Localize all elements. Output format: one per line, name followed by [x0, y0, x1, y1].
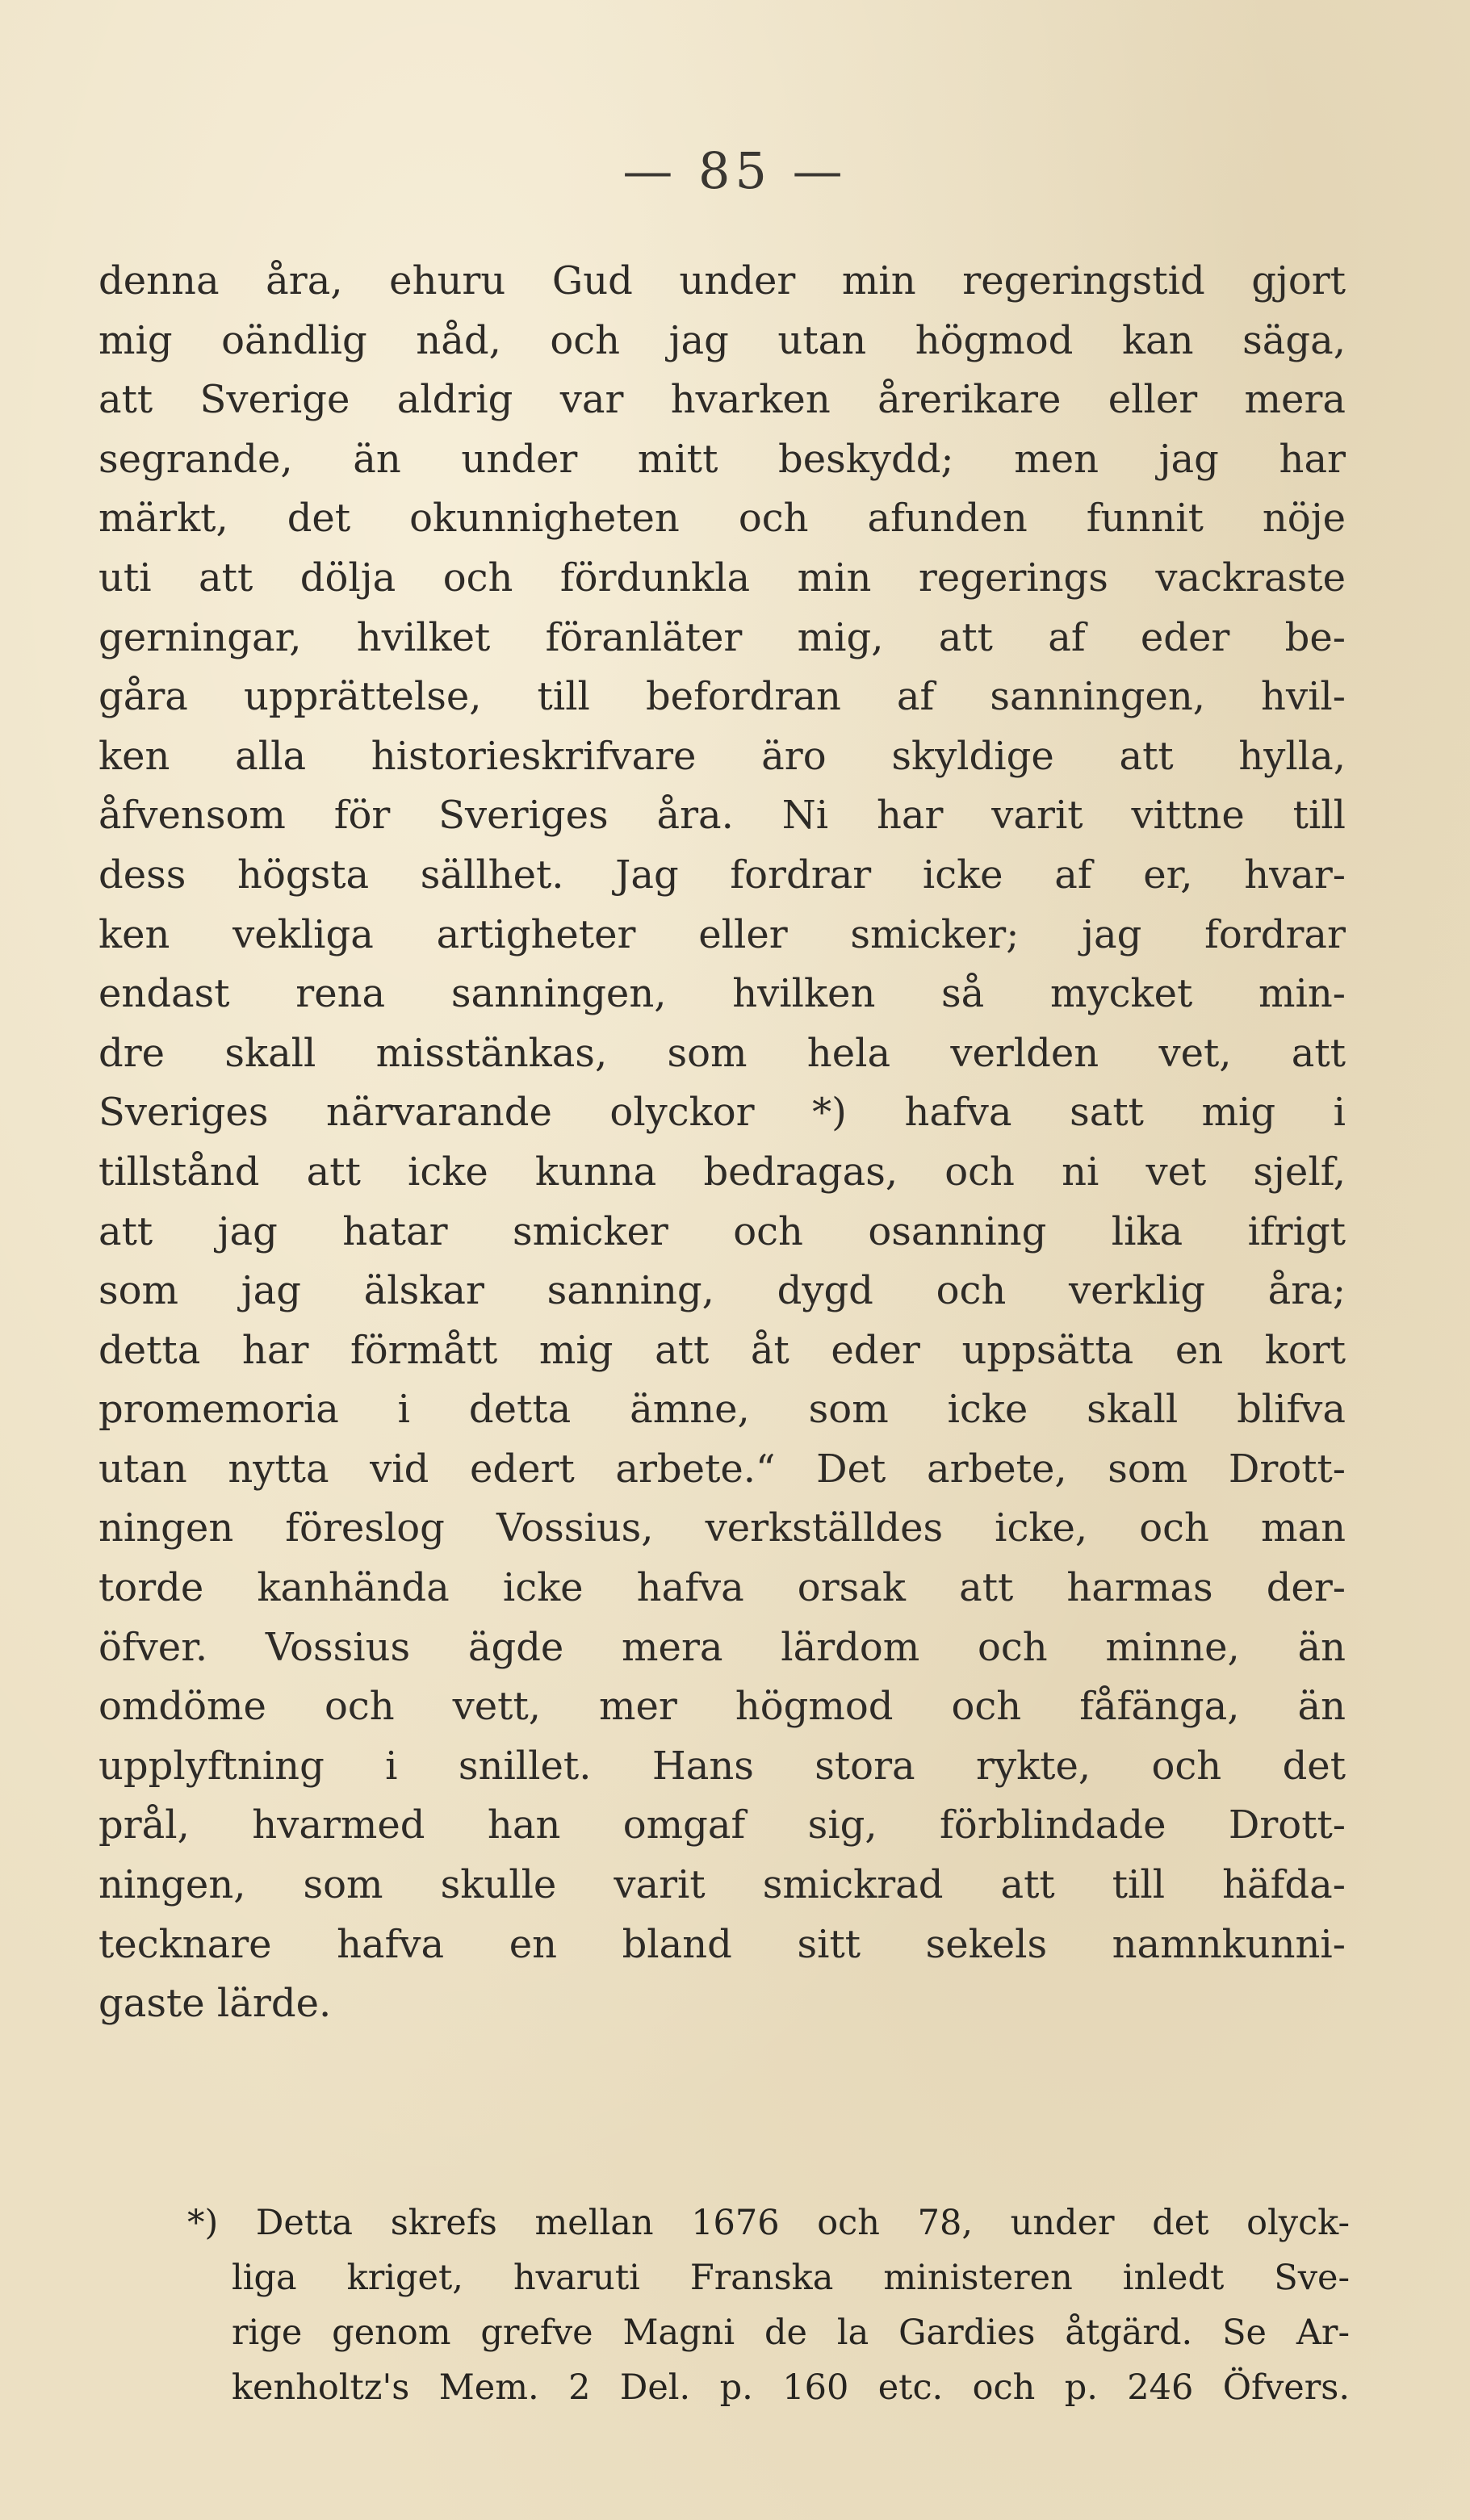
text-line: torde kanhända icke hafva orsak att harmas der-	[98, 1565, 1346, 1611]
text-line: som jag älskar sanning, dygd och verklig åra;	[98, 1268, 1346, 1314]
text-line: åfvensom för Sveriges åra. Ni har varit vittne till	[98, 793, 1346, 839]
footnote-line: rige genom grefve Magni de la Gardies åtgärd. Se Ar-	[232, 2313, 1350, 2353]
text-line: dre skall misstänkas, som hela verlden vet, att	[98, 1030, 1346, 1076]
text-line: ningen föreslog Vossius, verkställdes icke, och man	[98, 1505, 1346, 1551]
body-text	[98, 252, 1346, 2034]
text-line: tecknare hafva en bland sitt sekels namnkunni-	[98, 1921, 1346, 1967]
footnote-line: liga kriget, hvaruti Franska ministeren inledt Sve-	[232, 2258, 1350, 2298]
text-line: segrande, än under mitt beskydd; men jag har	[98, 436, 1346, 482]
text-line: uti att dölja och fördunkla min regerings vackraste	[98, 555, 1346, 601]
text-line: ken vekliga artigheter eller smicker; jag fordrar	[98, 911, 1346, 957]
text-line: upplyftning i snillet. Hans stora rykte, och det	[98, 1743, 1346, 1789]
text-line: gerningar, hvilket föranläter mig, att af eder be-	[98, 614, 1346, 660]
text-line: mig oändlig nåd, och jag utan högmod kan säga,	[98, 317, 1346, 363]
footnote-line: *) Detta skrefs mellan 1676 och 78, under det olyck-	[187, 2203, 1350, 2243]
text-line: utan nytta vid edert arbete.“ Det arbete, som Drott-	[98, 1446, 1346, 1492]
footnote-line: kenholtz's Mem. 2 Del. p. 160 etc. och p. 246 Öfvers.	[232, 2367, 1350, 2408]
text-line: märkt, det okunnigheten och afunden funnit nöje	[98, 496, 1346, 542]
text-line: denna åra, ehuru Gud under min regeringstid gjort	[98, 258, 1346, 303]
text-line: tillstånd att icke kunna bedragas, och ni vet sjelf,	[98, 1149, 1346, 1195]
text-line: prål, hvarmed han omgaf sig, förblindade Drott-	[98, 1802, 1346, 1848]
text-line: dess högsta sällhet. Jag fordrar icke af er, hvar-	[98, 852, 1346, 898]
text-line: omdöme och vett, mer högmod och fåfänga, än	[98, 1684, 1346, 1730]
text-line: gåra upprättelse, till befordran af sanningen, hvil-	[98, 674, 1346, 720]
text-line: endast rena sanningen, hvilken så mycket min-	[98, 971, 1346, 1017]
text-line: att Sverige aldrig var hvarken årerikare eller mera	[98, 377, 1346, 423]
text-line: promemoria i detta ämne, som icke skall blifva	[98, 1387, 1346, 1433]
text-line: ningen, som skulle varit smickrad att till häfda-	[98, 1862, 1346, 1908]
text-line: att jag hatar smicker och osanning lika ifrigt	[98, 1208, 1346, 1254]
text-line: detta har förmått mig att åt eder uppsätta en kort	[98, 1327, 1346, 1373]
text-line: Sveriges närvarande olyckor *) hafva satt mig i	[98, 1090, 1346, 1136]
page-number: — 85 —	[622, 141, 848, 200]
text-line: gaste lärde.	[98, 1981, 332, 2027]
text-line: öfver. Vossius ägde mera lärdom och minne, än	[98, 1624, 1346, 1670]
footnote	[171, 2196, 1350, 2415]
text-line: ken alla historieskrifvare äro skyldige att hylla,	[98, 733, 1346, 779]
